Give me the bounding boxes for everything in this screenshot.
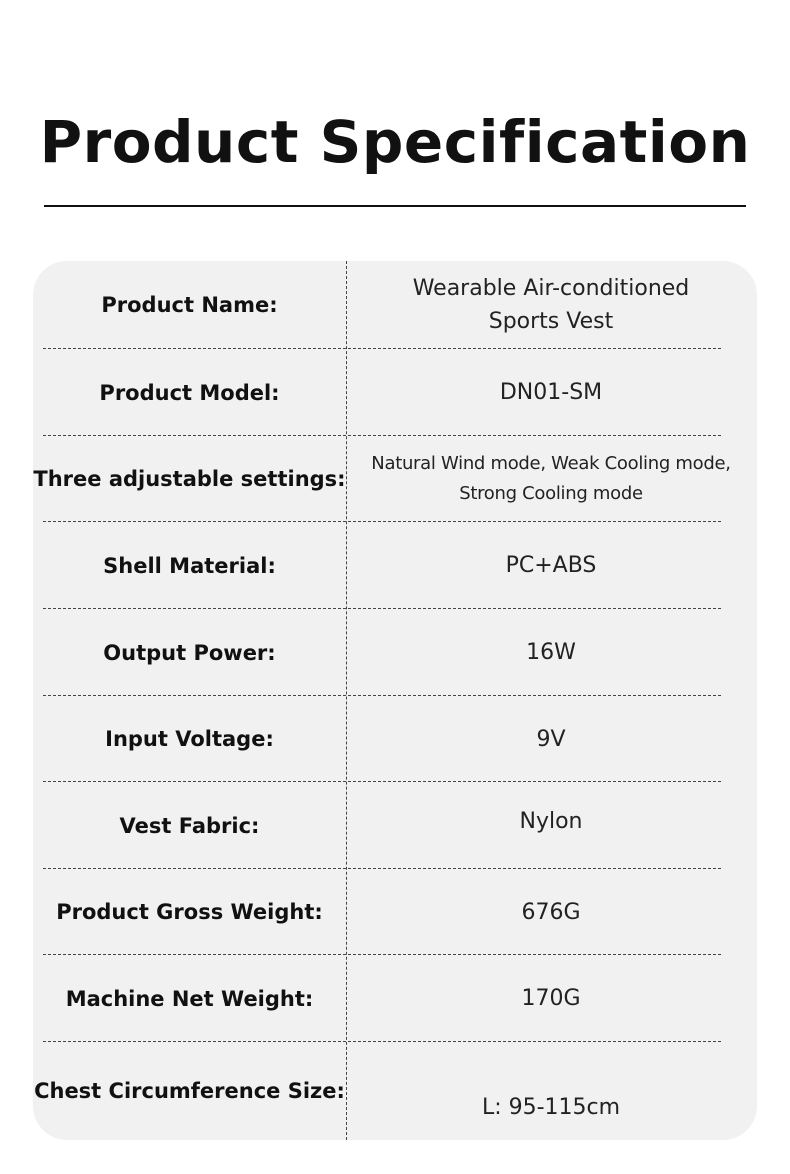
- spec-label: Vest Fabric:: [119, 813, 260, 838]
- spec-label: Input Voltage:: [105, 727, 274, 751]
- spec-value: 16W: [526, 640, 576, 665]
- spec-value: 170G: [521, 986, 581, 1011]
- spec-row-product-model: [33, 349, 757, 436]
- spec-row-input-voltage: [33, 696, 757, 782]
- spec-value: DN01-SM: [499, 380, 603, 405]
- spec-label: Output Power:: [103, 640, 276, 665]
- spec-label: Three adjustable settings:: [33, 467, 346, 491]
- spec-value: Wearable Air-conditioned Sports Vest: [412, 276, 690, 334]
- spec-label: Machine Net Weight:: [65, 986, 314, 1011]
- spec-value: Natural Wind mode, Weak Cooling mode, Strong Cooling mode: [371, 453, 731, 504]
- spec-label: Product Name:: [101, 293, 278, 317]
- spec-value: L: 95-115cm: [481, 1095, 621, 1120]
- spec-label: Product Model:: [99, 380, 280, 405]
- spec-row-output-power: [33, 609, 757, 696]
- spec-row-settings: [33, 436, 757, 522]
- spec-row-net-weight: [33, 955, 757, 1042]
- spec-row-gross-weight: [33, 869, 757, 955]
- spec-row-shell-material: [33, 522, 757, 609]
- spec-value: Nylon: [519, 809, 583, 834]
- spec-row-vest-fabric: [33, 782, 757, 869]
- spec-label: Shell Material:: [103, 553, 276, 578]
- spec-value: 676G: [521, 899, 581, 925]
- page-title: Product Specification: [39, 108, 751, 176]
- spec-label: Chest Circumference Size:: [34, 1079, 345, 1103]
- spec-value: 9V: [536, 726, 566, 752]
- title-divider: [44, 205, 746, 207]
- spec-row-product-name: [33, 261, 757, 349]
- spec-label: Product Gross Weight:: [56, 900, 323, 924]
- spec-value: PC+ABS: [505, 553, 597, 578]
- spec-row-chest-size: [33, 1042, 757, 1140]
